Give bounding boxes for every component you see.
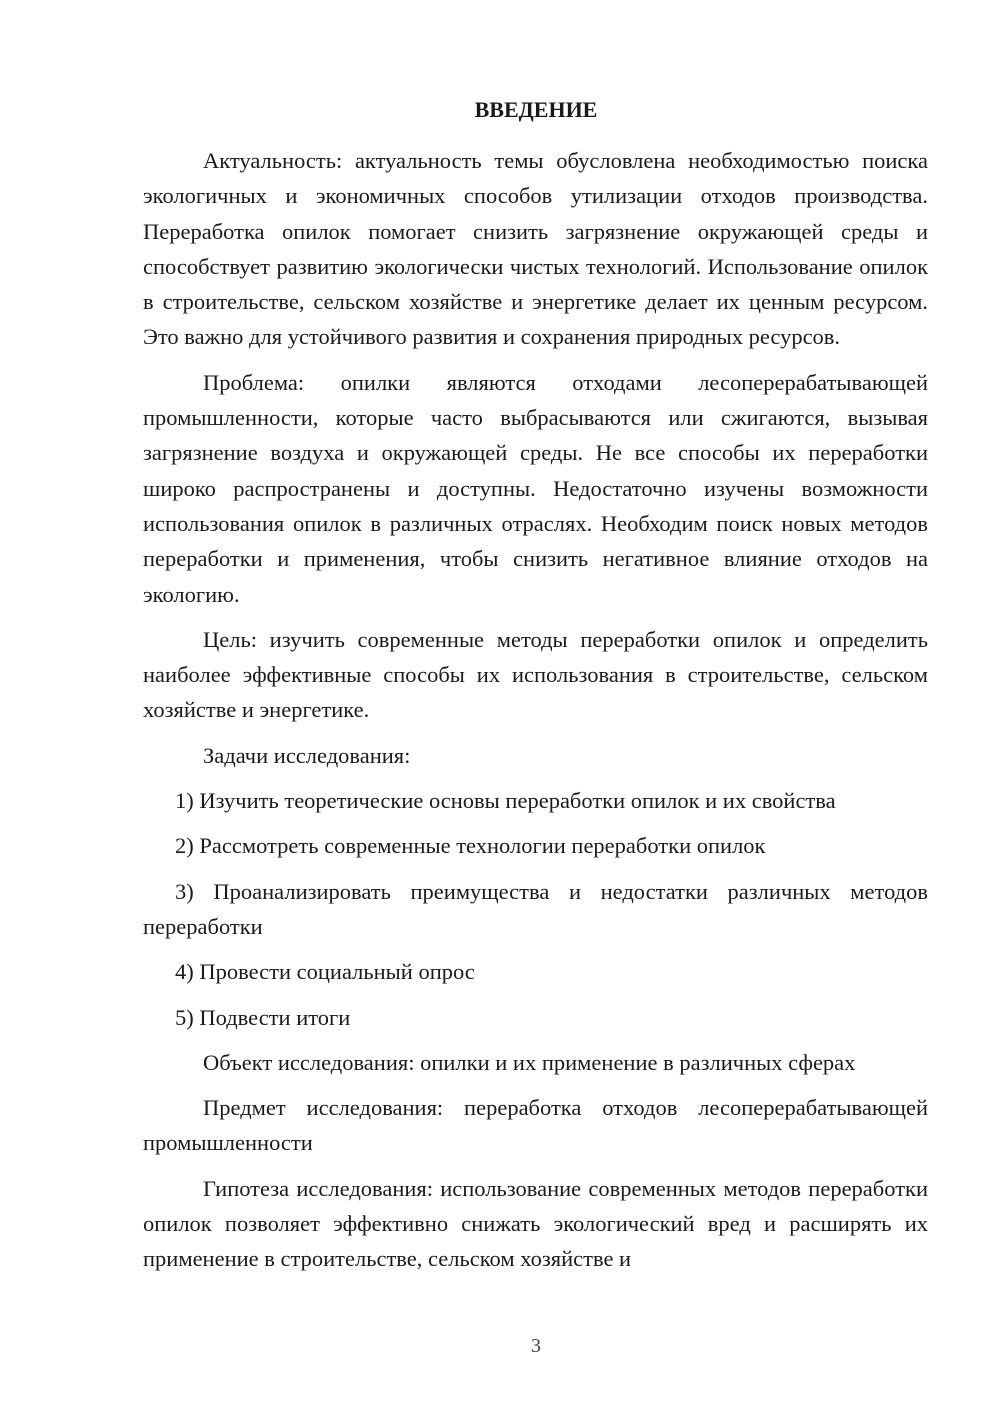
tasks-heading: Задачи исследования: (203, 742, 411, 768)
relevance-paragraph: Актуальность: актуальность темы обусловлена необходимостью поиска экологичных и экономичных способов утилизации отходов производства. Переработка опилок помогает снизить загрязнение окружающей среды и способствует развитию экологически чистых технологий. Использование опилок в строительстве, сельском хозяйстве и энергетике делает их ценным ресурсом. Это важно для устойчивого развития и сохранения природных ресурсов. (143, 148, 928, 350)
document-body (143, 143, 928, 1277)
page-number: 3 (531, 1335, 541, 1357)
task-item: 5) Подвести итоги (175, 1004, 351, 1030)
hypothesis-paragraph: Гипотеза исследования: использование современных методов переработки опилок позволяет эффективно снижать экологический вред и расширять их применение в строительстве, сельском хозяйстве и (143, 1175, 928, 1272)
task-item: 4) Провести социальный опрос (175, 959, 475, 985)
object-paragraph: Объект исследования: опилки и их применение в различных сферах (203, 1049, 856, 1075)
problem-paragraph: Проблема: опилки являются отходами лесоперерабатывающей промышленности, которые часто выбрасываются или сжигаются, вызывая загрязнение воздуха и окружающей среды. Не все способы их переработки широко распространены и доступны. Недостаточно изучены возможности использования опилок в различных отраслях. Необходим поиск новых методов переработки и применения, чтобы снизить негативное влияние отходов на экологию. (143, 369, 928, 607)
task-item: 2) Рассмотреть современные технологии переработки опилок (175, 833, 766, 859)
task-item: 3) Проанализировать преимущества и недостатки различных методов переработки (143, 878, 928, 939)
goal-paragraph: Цель: изучить современные методы переработки опилок и определить наиболее эффективные способы их использования в строительстве, сельском хозяйстве и энергетике. (143, 626, 928, 723)
subject-paragraph: Предмет исследования: переработка отходов лесоперерабатывающей промышленности (143, 1095, 928, 1156)
section-title: ВВЕДЕНИЕ (474, 97, 598, 122)
task-item: 1) Изучить теоретические основы переработки опилок и их свойства (175, 788, 836, 814)
